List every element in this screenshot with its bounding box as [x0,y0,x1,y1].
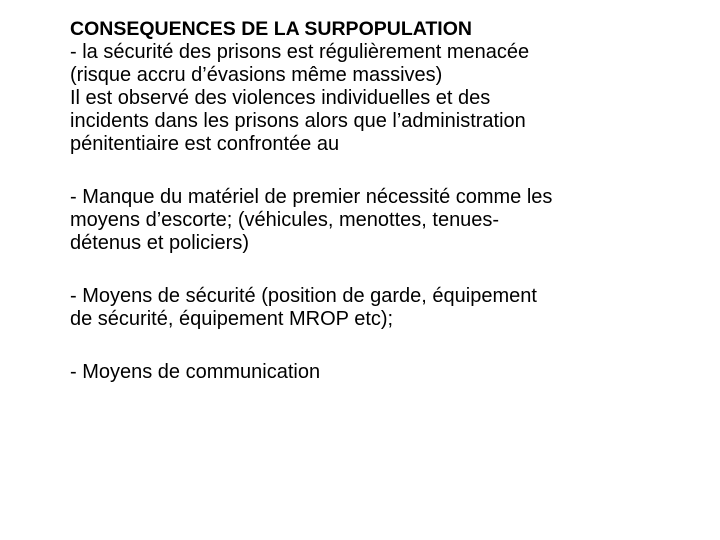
list-item-securite [70,285,690,331]
intro-line: - la sécurité des prisons est régulièrement menacée [70,41,530,63]
list-item-materiel [70,186,690,255]
intro-line: pénitentiaire est confrontée au [70,133,340,155]
list-item-line: détenus et policiers) [70,232,249,254]
list-item-line: - Moyens de communication [70,361,321,383]
list-item-line: - Manque du matériel de premier nécessité comme les [70,186,553,208]
spacer [70,156,690,186]
slide-title: CONSEQUENCES DE LA SURPOPULATION [70,18,472,40]
spacer [70,331,690,361]
list-item-line: moyens d’escorte; (véhicules, menottes, tenues- [70,209,500,231]
intro-paragraph [70,41,690,156]
list-item-communication [70,361,690,384]
list-item-line: - Moyens de sécurité (position de garde, équipement [70,285,537,307]
list-item-line: de sécurité, équipement MROP etc); [70,308,394,330]
intro-line: Il est observé des violences individuelles et des [70,87,491,109]
slide-body [70,18,690,384]
spacer [70,255,690,285]
intro-line: (risque accru d’évasions même massives) [70,64,443,86]
intro-line: incidents dans les prisons alors que l’administration [70,110,526,132]
